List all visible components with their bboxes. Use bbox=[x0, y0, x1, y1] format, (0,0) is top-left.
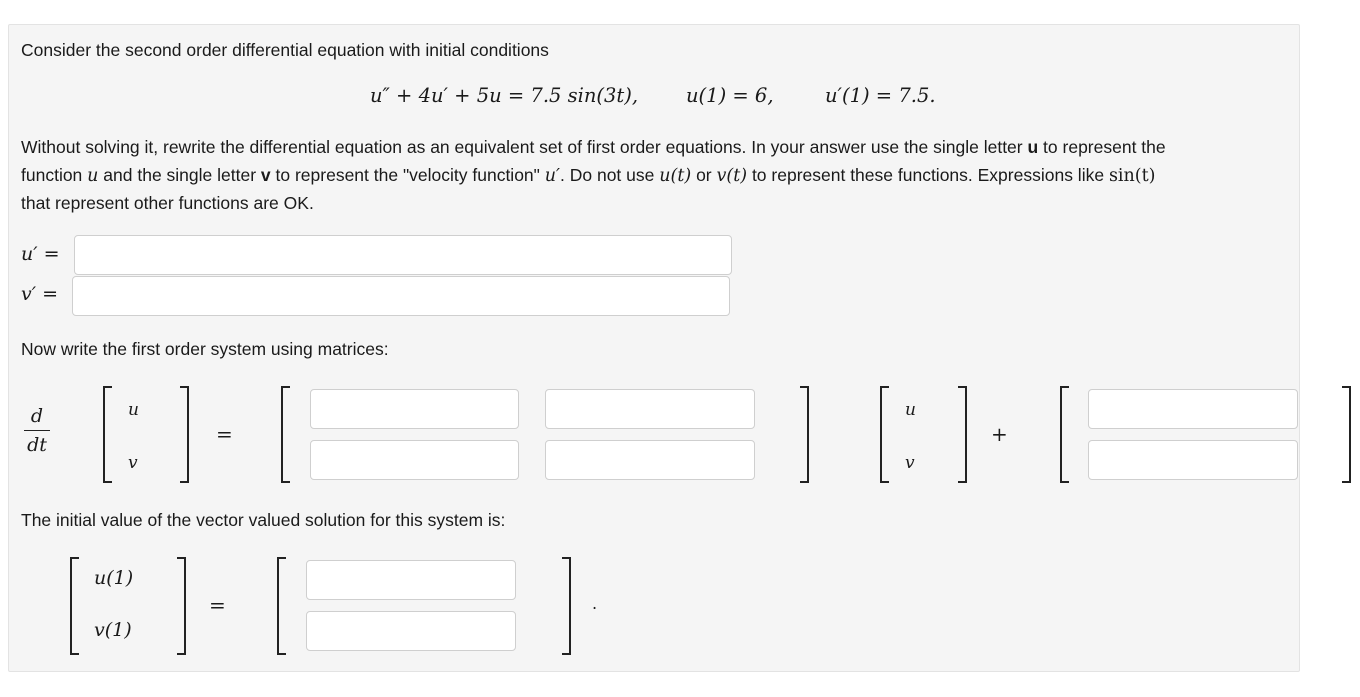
left-bracket bbox=[103, 386, 112, 483]
vprime-input[interactable] bbox=[72, 276, 730, 316]
matrix-a12-input[interactable] bbox=[545, 389, 755, 429]
plus-sign: + bbox=[991, 422, 1008, 446]
frac-numerator: d bbox=[30, 405, 44, 427]
uprime-label: u′ = bbox=[21, 243, 60, 265]
left-bracket bbox=[1060, 386, 1069, 483]
left-bracket bbox=[880, 386, 889, 483]
vprime-label: v′ = bbox=[21, 283, 59, 305]
vector-u: u bbox=[905, 400, 916, 420]
matrix-a11-input[interactable] bbox=[310, 389, 519, 429]
matrix-a21-input[interactable] bbox=[310, 440, 519, 480]
initial-condition-u: u(1) = 6, bbox=[686, 84, 774, 107]
instructions-text: Without solving it, rewrite the differential equation as an equivalent set of first order equations. In your answer use the single letter u to represent the function u and the single letter v to represent the "velocity function" u′. Do not use u(t) or v(t) to represent these functions. Expressions like sin(t) that represent other functions are OK. bbox=[21, 137, 1166, 213]
right-bracket bbox=[958, 386, 967, 483]
initial-v1: v(1) bbox=[94, 619, 132, 641]
forcing-f2-input[interactable] bbox=[1088, 440, 1298, 480]
left-bracket bbox=[70, 557, 79, 655]
intro-text: Consider the second order differential equation with initial conditions bbox=[21, 40, 549, 60]
right-bracket bbox=[1342, 386, 1351, 483]
right-bracket bbox=[180, 386, 189, 483]
initial-u1: u(1) bbox=[94, 567, 134, 589]
matrix-a22-input[interactable] bbox=[545, 440, 755, 480]
uprime-input[interactable] bbox=[74, 235, 732, 275]
right-bracket bbox=[177, 557, 186, 655]
bold-v: v bbox=[260, 164, 271, 185]
initial-value-heading: The initial value of the vector valued solution for this system is: bbox=[21, 510, 506, 530]
right-bracket bbox=[800, 386, 809, 483]
vector-u: u bbox=[128, 400, 139, 420]
equals-sign: = bbox=[209, 593, 226, 617]
equals-sign: = bbox=[216, 422, 233, 446]
forcing-f1-input[interactable] bbox=[1088, 389, 1298, 429]
initial-condition-uprime: u′(1) = 7.5. bbox=[825, 84, 936, 107]
initial-x1-input[interactable] bbox=[306, 560, 516, 600]
left-bracket bbox=[277, 557, 286, 655]
ode-expression: u″ + 4u′ + 5u = 7.5 sin(3t), bbox=[370, 84, 639, 107]
initial-x2-input[interactable] bbox=[306, 611, 516, 651]
period-mark: . bbox=[592, 594, 598, 613]
right-bracket bbox=[562, 557, 571, 655]
frac-bar bbox=[24, 430, 50, 431]
vector-v: v bbox=[905, 453, 915, 473]
left-bracket bbox=[281, 386, 290, 483]
matrix-heading: Now write the first order system using matrices: bbox=[21, 339, 389, 359]
frac-denominator: dt bbox=[27, 434, 47, 456]
derivative-operator bbox=[24, 405, 50, 456]
vector-v: v bbox=[128, 453, 138, 473]
bold-u: u bbox=[1027, 137, 1039, 157]
